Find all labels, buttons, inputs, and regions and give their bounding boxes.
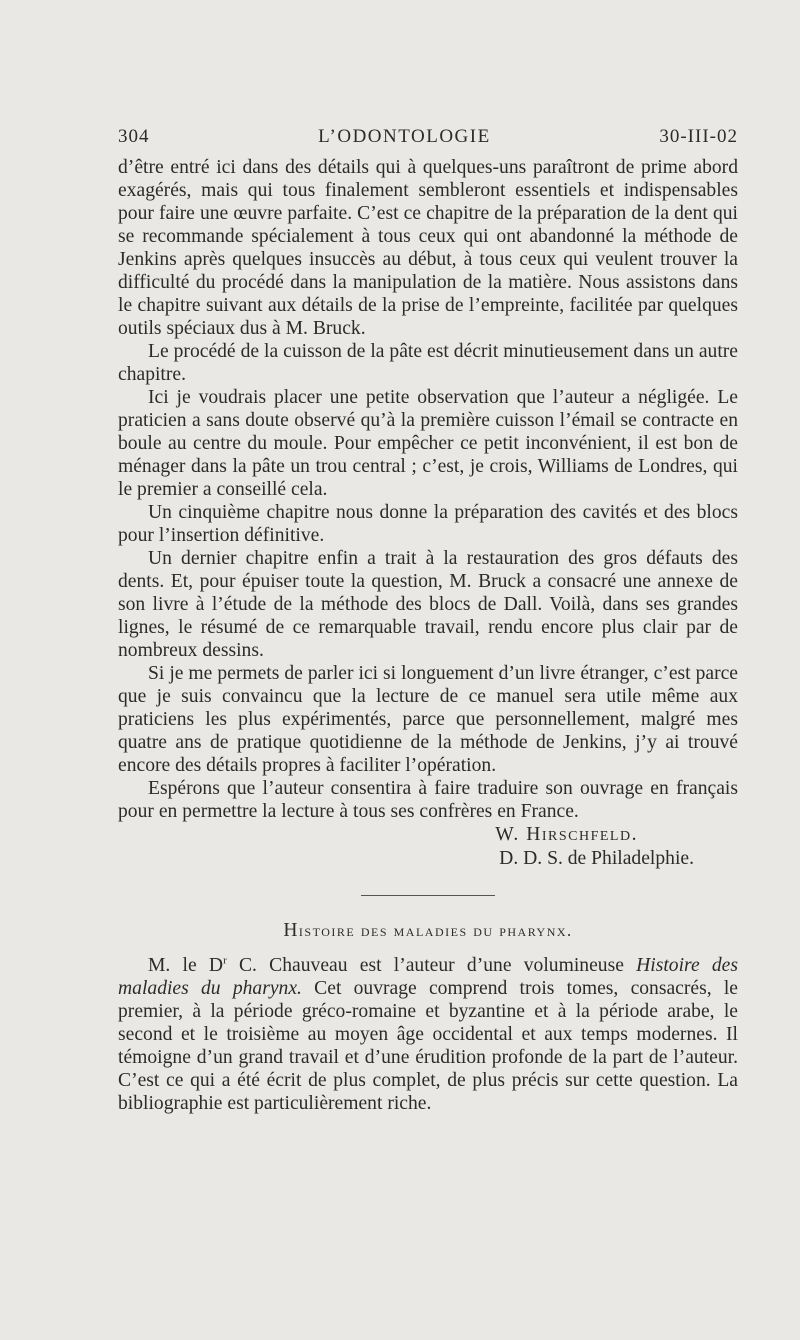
paragraph <box>118 954 738 1115</box>
journal-title: L’ODONTOLOGIE <box>318 126 491 147</box>
running-header <box>118 126 738 148</box>
para-superscript: r <box>223 954 227 967</box>
section-heading <box>118 920 738 942</box>
para-rest: Cet ouvrage comprend trois tomes, consacrés, le premier, à la période gréco-romaine et byzantine et à la période arabe, le second et le troisième au moyen âge occidental et aux temps modernes. Il témoigne d’un grand travail et d’une érudition profonde de la part de l’auteur. C’est ce qui a été écrit de plus complet, de plus précis sur cette question. La bibliographie est particulièrement riche. <box>118 978 738 1114</box>
book-page <box>118 126 738 1115</box>
paragraph: Si je me permets de parler ici si longuement d’un livre étranger, c’est parce que je suis convaincu que la lecture de ce manuel sera utile même aux praticiens les plus expérimentés, parce que personnellement, malgré mes quatre ans de pratique quotidienne de la méthode de Jenkins, j’y ai trouvé encore des détails propres à faciliter l’opération. <box>118 663 738 776</box>
paragraph: Le procédé de la cuisson de la pâte est décrit minutieusement dans un autre chapitre. <box>118 341 738 385</box>
paragraph: Espérons que l’auteur consentira à faire traduire son ouvrage en français pour en permettre la lecture à tous ses confrères en France. <box>118 778 738 822</box>
para-prefix: M. le D <box>148 955 224 976</box>
book-title: Histoire des maladies du pharynx. <box>118 955 738 999</box>
issue-date: 30-III-02 <box>659 126 738 147</box>
paragraph: Ici je voudrais placer une petite observation que l’auteur a négligée. Le praticien a sans doute observé qu’à la première cuisson l’émail se contracte en boule au centre du moule. Pour empêcher ce petit inconvénient, il est bon de ménager dans la pâte un trou central ; c’est, je crois, Williams de Londres, qui le premier a conseillé cela. <box>118 387 738 500</box>
section-text <box>118 954 738 1115</box>
author-title: D. D. S. de Philadelphie. <box>499 848 694 869</box>
para-author: C. Chauveau est l’auteur d’une volumineuse <box>226 955 637 976</box>
section-heading-initial: H <box>283 920 299 941</box>
paragraph: d’être entré ici dans des détails qui à quelques-uns paraîtront de prime abord exagérés, mais qui tous finalement sembleront essentiels et indispensables pour faire une œuvre parfaite. C’est ce chapitre de la préparation de la dent qui se recommande spécialement à tous ceux qui ont abandonné la méthode de Jenkins après quelques insuccès au début, à tous ceux qui veulent trouver la difficulté du procédé dans la manipulation de la matière. Nous assistons dans le chapitre suivant aux détails de la prise de l’empreinte, facilitée par quelques outils spéciaux dus à M. Bruck. <box>118 157 738 339</box>
paragraph: Un cinquième chapitre nous donne la préparation des cavités et des blocs pour l’insertion définitive. <box>118 502 738 546</box>
author-name: W. Hirschfeld. <box>495 824 638 845</box>
section-divider <box>361 895 495 896</box>
page-number: 304 <box>118 126 150 147</box>
signature-block <box>118 823 738 871</box>
paragraph: Un dernier chapitre enfin a trait à la restauration des gros défauts des dents. Et, pour épuiser toute la question, M. Bruck a consacré une annexe de son livre à l’étude de la méthode des blocs de Dall. Voilà, dans ses grandes lignes, le résumé de ce remarquable travail, rendu encore plus clair par de nombreux dessins. <box>118 548 738 661</box>
section-heading-text: istoire des maladies du pharynx. <box>298 921 573 940</box>
review-text <box>118 156 738 823</box>
